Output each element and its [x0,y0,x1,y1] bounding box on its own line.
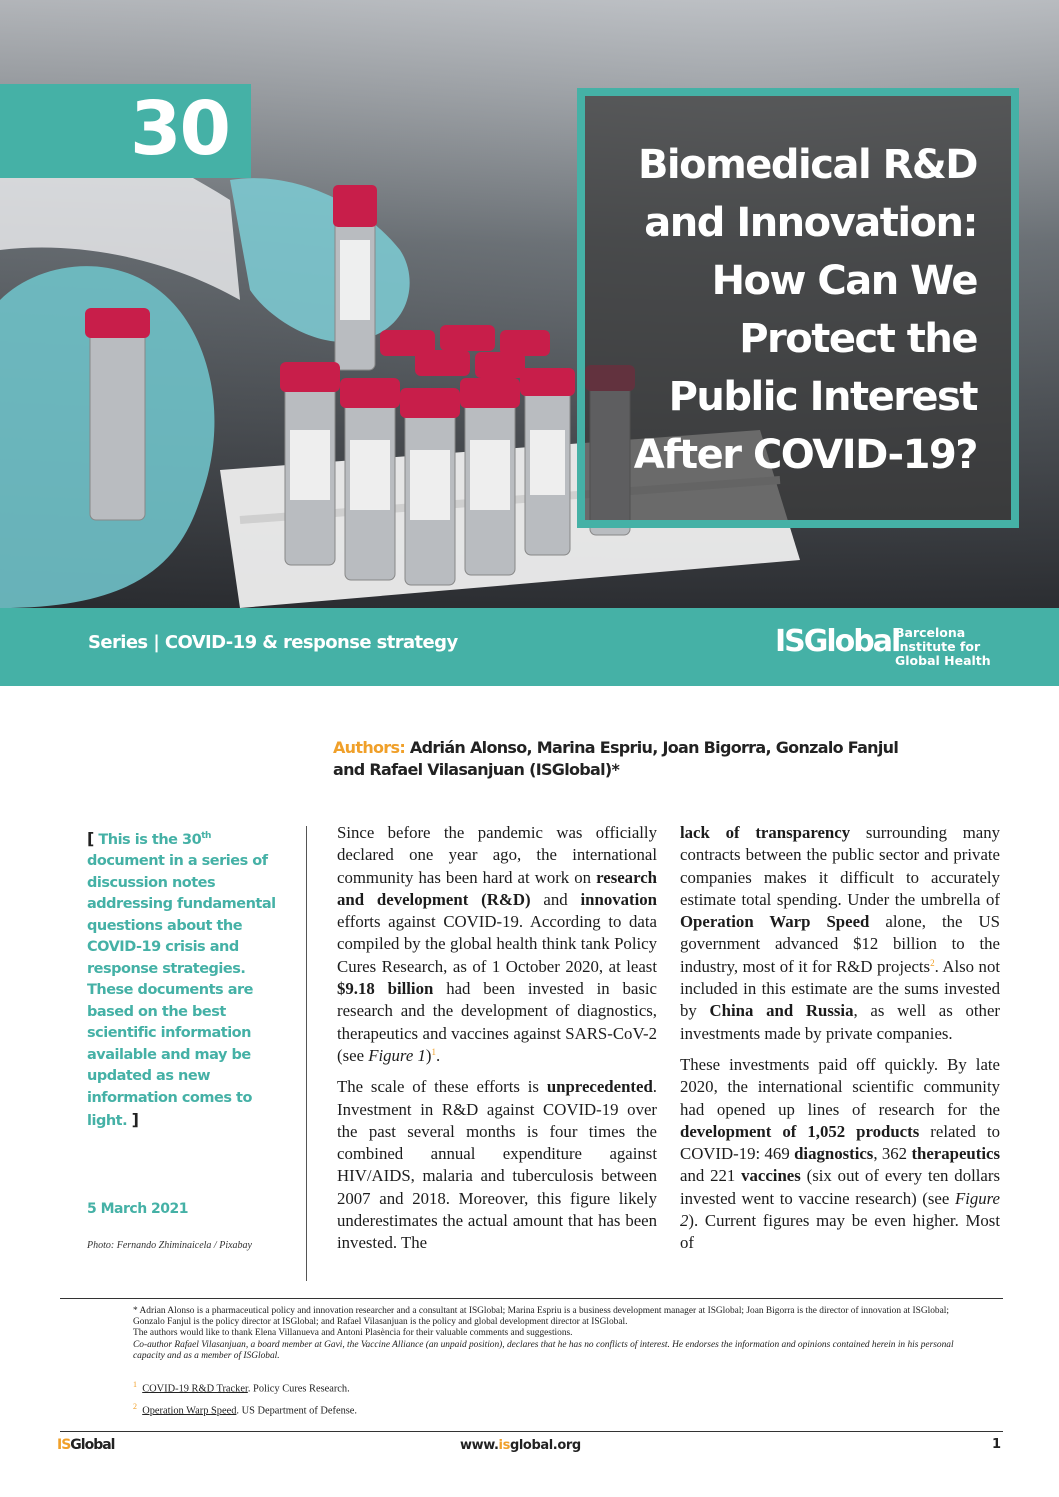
title-line: and Innovation: [644,200,977,246]
logo-wordmark: ISGlobal [775,624,900,659]
title-line: After COVID-19? [633,432,977,478]
footnote-ref-1 [133,1380,350,1394]
footnote-thanks: The authors would like to thank Elena Villanueva and Antoni Plasència for their valuable comments and suggestions. [133,1328,573,1339]
authors-block [333,737,953,781]
series-title [88,632,458,653]
series-label: Series [88,632,148,653]
close-bracket: ] [131,1110,139,1130]
text-bold: therapeutics [911,1144,1000,1164]
text-bold: China and Russia [709,1001,854,1021]
text-bold: unprecedented [546,1077,653,1097]
series-band [0,608,1059,686]
text: ) [425,1045,432,1065]
issue-number-box [0,84,251,178]
paragraph [680,822,1000,1045]
authors-label: Authors: [333,738,406,757]
body-column-2 [680,822,1000,1264]
text-italic: Figure 1 [368,1045,426,1065]
footnote-ref-2 [133,1402,357,1416]
text-bold: $9.18 billion [337,979,434,999]
hero-photo [0,0,1059,608]
text-bold: research and development (R&D) [337,867,657,909]
issue-number: 30 [130,86,229,172]
logo-global: Global [70,1437,115,1453]
body-column-1 [337,822,657,1264]
footer-logo [57,1437,114,1453]
series-separator: | [153,632,160,653]
text: related to COVID-19: 469 [680,1121,1001,1164]
text-bold: Operation Warp Speed [680,912,870,932]
text: and [530,889,581,909]
title-line: Protect the [739,316,977,362]
text: The scale of these efforts is [337,1077,547,1097]
text: (six out of every ten dollars invested went to vaccine research) (see [680,1166,1000,1208]
footer-url[interactable] [460,1438,581,1453]
logo-sub-line: Global Health [895,653,991,668]
text: alone, the US government advanced $12 billion to the industry, most of it for R&D projects [680,912,1000,976]
text-bold: lack of transparency [680,823,851,842]
text: . Also not included in this estimate are the sums invested by [680,956,1001,1021]
text: efforts against COVID-19. According to data compiled by the global health think tank Policy Cures Research, as of 1 October 2020, at least [337,912,657,976]
text-bold: innovation [580,889,657,909]
title-frame [577,88,1019,528]
footnote-text: . Policy Cures Research. [247,1383,350,1395]
footer-divider [60,1431,1003,1432]
series-name: COVID-19 & response strategy [164,632,458,653]
title-line: How Can We [711,258,977,304]
url-part: is [498,1438,510,1453]
column-divider [306,826,307,1281]
open-bracket: [ [87,828,94,848]
footnote-marker[interactable]: 2 [930,957,935,968]
footnote-text: . US Department of Defense. [236,1405,358,1417]
page-number: 1 [992,1437,1002,1452]
footnote-conflict: Co-author Rafael Vilasanjuan, a board member at Gavi, the Vaccine Alliance (an unpaid position), declares that he has no conflicts of interest. He endorses the information and opinions contained herein in his personal capacity and as a member of ISGlobal. [133,1339,954,1361]
text-bold: development of 1,052 products [680,1121,920,1141]
sidebar-text: This is the 30 [98,831,202,848]
authors-names: Adrián Alonso, Marina Espriu, Joan Bigorra, Gonzalo Fanjul [409,738,899,757]
text: and 221 [680,1166,742,1186]
text-bold: diagnostics [794,1144,874,1164]
publication-date: 5 March 2021 [87,1201,189,1217]
title-line: Public Interest [668,374,977,420]
text: , 362 [873,1144,912,1164]
footnote-marker[interactable]: 1 [431,1046,436,1057]
photo-credit: Photo: Fernando Zhiminaicela / Pixabay [87,1240,252,1251]
footnotes [133,1306,963,1362]
footnote-link[interactable]: COVID-19 R&D Tracker [142,1383,248,1395]
paragraph [337,822,657,1067]
text-bold: vaccines [741,1166,801,1186]
text: , as well as other investments made by private companies. [680,1001,1000,1043]
logo-sub-line: Barcelona [895,625,966,640]
footnote-number: 2 [133,1402,137,1411]
paragraph [337,1076,657,1254]
document-title [597,136,977,484]
sidebar-text: document in a series of discussion notes addressing fundamental questions about the COVID-19 crisis and response strategies. These documents are based on the best scientific information available and may be updated as new information comes to light. [87,853,276,1130]
sidebar-note [87,826,282,1133]
url-part: global.org [509,1438,581,1453]
logo-subtitle [895,626,1005,668]
title-line: Biomedical R&D [637,142,977,188]
text: . [435,1045,441,1065]
footnote-number: 1 [133,1380,137,1389]
authors-names: and Rafael Vilasanjuan (ISGlobal)* [333,760,620,779]
logo-is: IS [57,1437,71,1453]
sidebar-sup: th [201,831,211,841]
text: Since before the pandemic was officially declared one year ago, the international community has been hard at work on [337,823,657,887]
text: had been invested in basic research and the development of diagnostics, therapeutics and vaccines against SARS-CoV-2 (see [337,979,657,1065]
footnote-authors: * Adrian Alonso is a pharmaceutical policy and innovation researcher and a consultant at ISGlobal; Marina Espriu is a business development manager at ISGlobal; Joan Bigorra is the director of innovation at ISGlobal; Gonzalo Fanjul is the policy director at ISGlobal; and Rafael Vilasanjuan is the policy and global development director at ISGlobal. [133,1306,949,1328]
text: These investments paid off quickly. By late 2020, the international scientific community had opened up lines of research for the [680,1054,1000,1119]
text: surrounding many contracts between the public sector and private companies makes it difficult to accurately estimate total spending. Under the umbrella of [680,823,1001,909]
footnote-link[interactable]: Operation Warp Speed [142,1405,237,1417]
text: . Investment in R&D against COVID-19 over the past several months is four times the combined annual expenditure against HIV/AIDS, malaria and tuberculosis between 2007 and 2018. Moreover, this figure likely underestimates the actual amount that has been invested. The [337,1077,657,1253]
logo-sub-line: Institute for [895,639,981,654]
url-part: www. [460,1438,499,1453]
paragraph [680,1054,1000,1255]
footnote-divider [60,1298,1003,1299]
text: ). Current figures may be even higher. Most of [680,1211,1000,1253]
text-italic: Figure 2 [680,1188,1000,1231]
